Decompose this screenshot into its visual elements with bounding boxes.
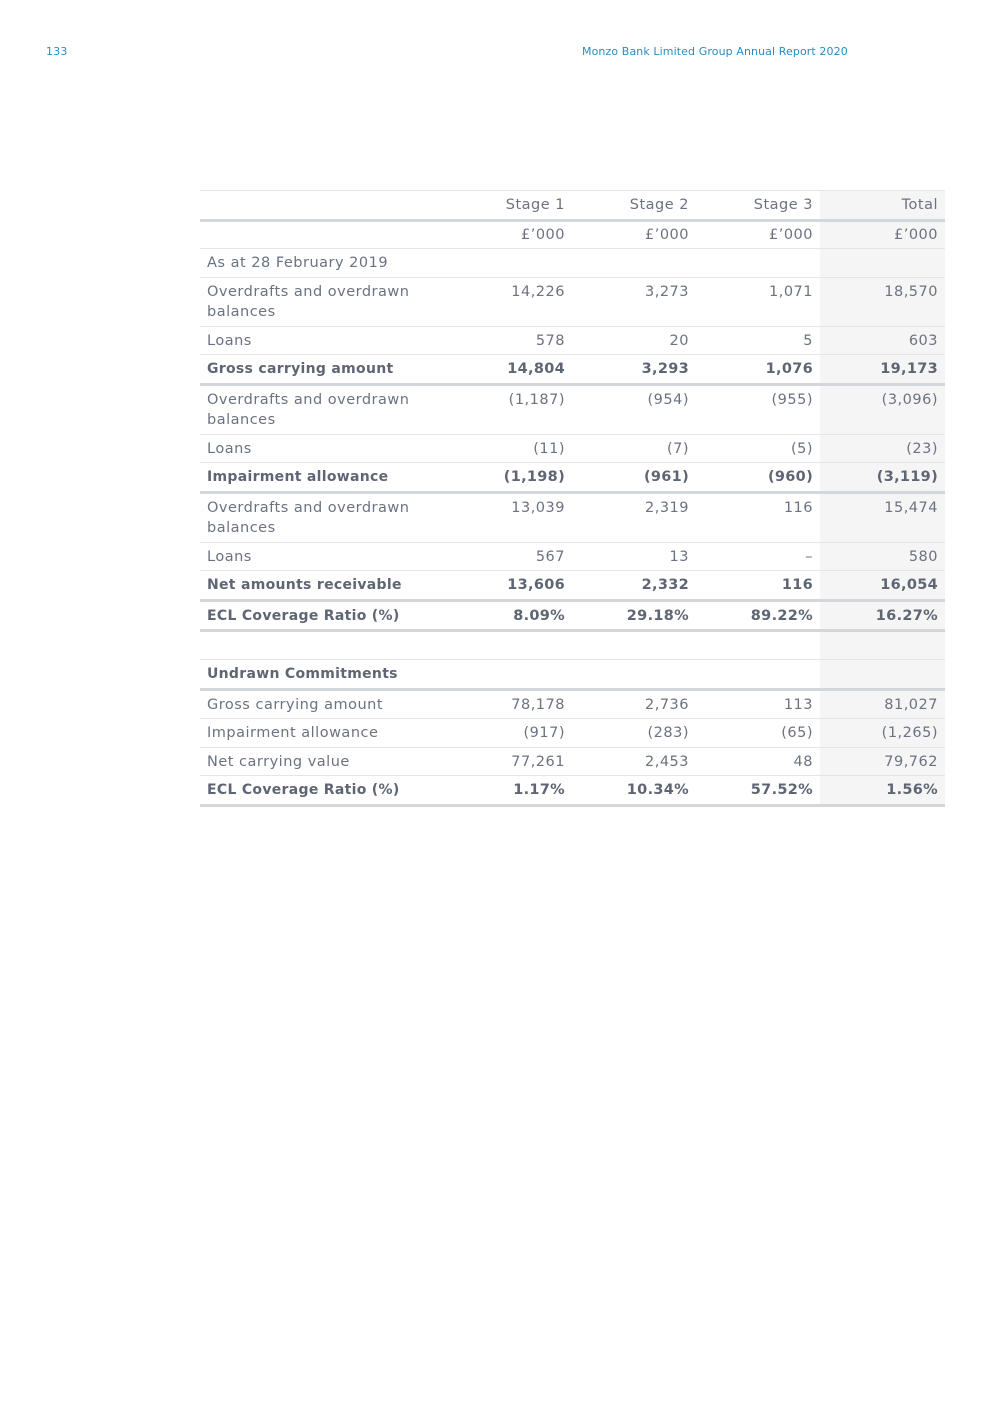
row-label: Loans	[200, 434, 450, 463]
value-cell: 48	[696, 747, 820, 776]
row-label: Gross carrying amount	[200, 355, 450, 385]
table-row	[200, 492, 945, 542]
value-cell: 116	[696, 492, 820, 542]
value-cell: (3,119)	[820, 463, 945, 493]
ecl-coverage-table	[200, 190, 945, 807]
value-cell: 8.09%	[450, 600, 572, 631]
value-cell: 77,261	[450, 747, 572, 776]
value-cell: 2,319	[572, 492, 696, 542]
units-row	[200, 220, 945, 249]
value-cell: 5	[696, 326, 820, 355]
value-cell: 18,570	[820, 277, 945, 326]
row-label: Overdrafts and overdrawn balances	[200, 277, 450, 326]
value-cell: 13,606	[450, 571, 572, 601]
value-cell: 29.18%	[572, 600, 696, 631]
table-row	[200, 277, 945, 326]
empty-cell	[200, 631, 450, 660]
empty-cell	[450, 660, 572, 690]
value-cell: 567	[450, 542, 572, 571]
page-number: 133	[46, 45, 68, 58]
table-row	[200, 719, 945, 748]
period-row	[200, 249, 945, 278]
value-cell: 13	[572, 542, 696, 571]
value-cell: 1.17%	[450, 776, 572, 806]
value-cell: 1,076	[696, 355, 820, 385]
empty-cell	[820, 631, 945, 660]
value-cell: 113	[696, 689, 820, 719]
value-cell: 14,226	[450, 277, 572, 326]
empty-cell	[820, 660, 945, 690]
value-cell: 81,027	[820, 689, 945, 719]
value-cell: (960)	[696, 463, 820, 493]
value-cell: 16,054	[820, 571, 945, 601]
value-cell: 57.52%	[696, 776, 820, 806]
value-cell: (23)	[820, 434, 945, 463]
unit-cell: £’000	[820, 220, 945, 249]
empty-cell	[696, 249, 820, 278]
section-header-row	[200, 660, 945, 690]
value-cell: (283)	[572, 719, 696, 748]
value-cell: 20	[572, 326, 696, 355]
table-row	[200, 542, 945, 571]
column-header-row	[200, 191, 945, 221]
column-header-stage-2: Stage 2	[572, 191, 696, 221]
value-cell: 89.22%	[696, 600, 820, 631]
table-row	[200, 747, 945, 776]
value-cell: (11)	[450, 434, 572, 463]
value-cell: (1,265)	[820, 719, 945, 748]
empty-cell	[820, 249, 945, 278]
row-label: Loans	[200, 326, 450, 355]
ecl-ratio-row	[200, 776, 945, 806]
value-cell: 3,273	[572, 277, 696, 326]
spacer-row	[200, 631, 945, 660]
empty-cell	[450, 249, 572, 278]
empty-cell	[696, 631, 820, 660]
value-cell: 2,736	[572, 689, 696, 719]
row-label: Impairment allowance	[200, 463, 450, 493]
row-label: Loans	[200, 542, 450, 571]
table-row	[200, 326, 945, 355]
value-cell: (961)	[572, 463, 696, 493]
value-cell: (954)	[572, 384, 696, 434]
row-label: Impairment allowance	[200, 719, 450, 748]
table-row	[200, 434, 945, 463]
value-cell: 578	[450, 326, 572, 355]
header-blank-cell	[200, 191, 450, 221]
unit-cell: £’000	[572, 220, 696, 249]
value-cell: (1,198)	[450, 463, 572, 493]
report-title: Monzo Bank Limited Group Annual Report 2020	[582, 45, 848, 58]
empty-cell	[572, 249, 696, 278]
value-cell: –	[696, 542, 820, 571]
column-header-stage-3: Stage 3	[696, 191, 820, 221]
value-cell: 78,178	[450, 689, 572, 719]
row-label: Net amounts receivable	[200, 571, 450, 601]
period-label: As at 28 February 2019	[200, 249, 450, 278]
units-blank-cell	[200, 220, 450, 249]
value-cell: (3,096)	[820, 384, 945, 434]
value-cell: 79,762	[820, 747, 945, 776]
value-cell: (1,187)	[450, 384, 572, 434]
empty-cell	[572, 631, 696, 660]
value-cell: 14,804	[450, 355, 572, 385]
ecl-ratio-row	[200, 600, 945, 631]
section-label: Undrawn Commitments	[200, 660, 450, 690]
empty-cell	[572, 660, 696, 690]
column-header-stage-1: Stage 1	[450, 191, 572, 221]
subtotal-row	[200, 571, 945, 601]
value-cell: 1,071	[696, 277, 820, 326]
value-cell: 15,474	[820, 492, 945, 542]
value-cell: 2,332	[572, 571, 696, 601]
value-cell: 3,293	[572, 355, 696, 385]
value-cell: 19,173	[820, 355, 945, 385]
empty-cell	[696, 660, 820, 690]
value-cell: 580	[820, 542, 945, 571]
value-cell: (65)	[696, 719, 820, 748]
row-label: ECL Coverage Ratio (%)	[200, 776, 450, 806]
value-cell: (7)	[572, 434, 696, 463]
value-cell: (917)	[450, 719, 572, 748]
value-cell: 2,453	[572, 747, 696, 776]
row-label: Overdrafts and overdrawn balances	[200, 492, 450, 542]
subtotal-row	[200, 355, 945, 385]
table-row	[200, 384, 945, 434]
table-row	[200, 689, 945, 719]
value-cell: (955)	[696, 384, 820, 434]
value-cell: (5)	[696, 434, 820, 463]
value-cell: 10.34%	[572, 776, 696, 806]
row-label: Gross carrying amount	[200, 689, 450, 719]
subtotal-row	[200, 463, 945, 493]
value-cell: 116	[696, 571, 820, 601]
column-header-total: Total	[820, 191, 945, 221]
value-cell: 13,039	[450, 492, 572, 542]
empty-cell	[450, 631, 572, 660]
value-cell: 16.27%	[820, 600, 945, 631]
unit-cell: £’000	[696, 220, 820, 249]
value-cell: 1.56%	[820, 776, 945, 806]
unit-cell: £’000	[450, 220, 572, 249]
value-cell: 603	[820, 326, 945, 355]
row-label: ECL Coverage Ratio (%)	[200, 600, 450, 631]
row-label: Overdrafts and overdrawn balances	[200, 384, 450, 434]
row-label: Net carrying value	[200, 747, 450, 776]
